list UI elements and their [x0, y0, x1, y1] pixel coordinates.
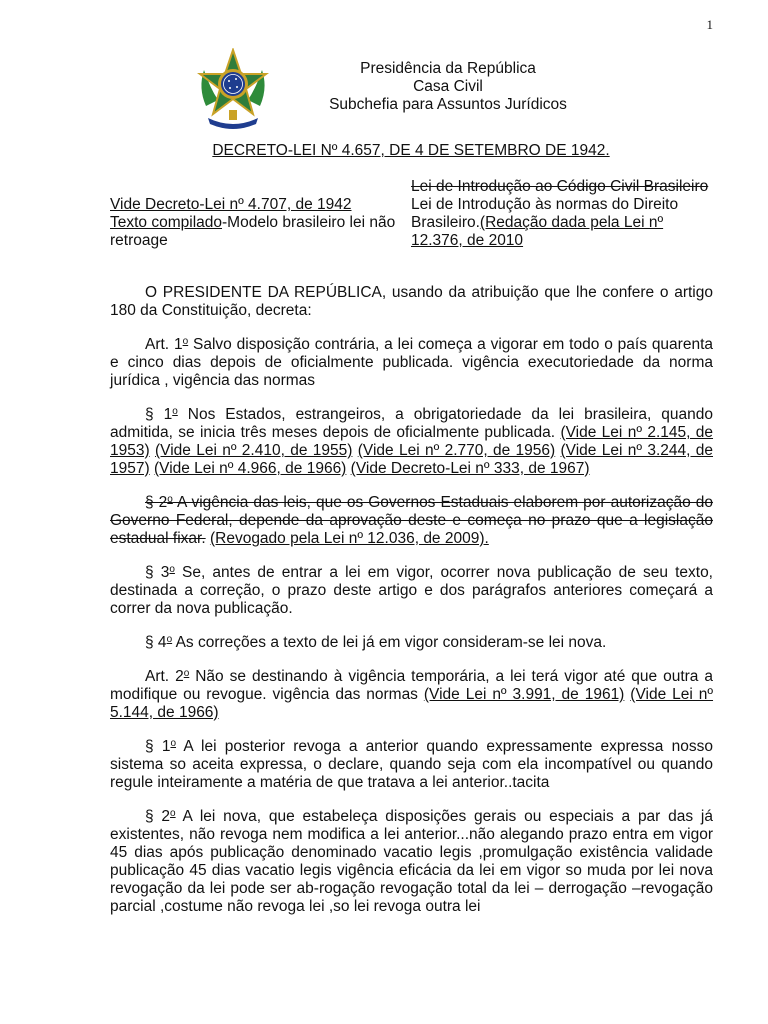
right-notes: [411, 178, 713, 250]
page-number: 1: [706, 17, 713, 32]
compiled-text-link[interactable]: Texto compilado: [110, 214, 223, 231]
vide-link[interactable]: (Vide Decreto-Lei nº 333, de 1967): [350, 460, 590, 477]
new-law-title: Lei de Introdução às normas do Direito Brasileiro.: [411, 196, 679, 231]
issuer-header: [300, 60, 596, 114]
vide-link[interactable]: (Vide Lei nº 2.770, de 1956): [357, 442, 556, 459]
vide-link[interactable]: (Vide Lei nº 3.244, de 1957): [110, 442, 713, 477]
article-1-paragraph-4: § 4$^o$ As correções a texto de lei já em vigor consideram-se lei nova.: [145, 634, 607, 651]
decree-title: DECRETO-LEI Nº 4.657, DE 4 DE SETEMBRO DE 1942.: [212, 142, 610, 159]
header-line-subchefia: Subchefia para Assuntos Jurídicos: [329, 96, 567, 113]
article-2-paragraph-1: § 1$^o$ A lei posterior revoga a anterior quando expressamente expressa nosso sistema so aceita expressa, o declare, quando seja com ela incompatível ou quando regule inteiramente a matéria de que tratava a lei anterior..tacita: [110, 738, 713, 791]
article-1-paragraph-2: § 2$^o$ A vigência das leis, que os Governos Estaduais elaborem por autorização do Governo Federal, depende da aprovação deste e começa no prazo que a legislação estadual fixar. (Revogado pela Lei nº 12.036, de 2009).: [110, 494, 713, 547]
left-notes: [110, 196, 400, 250]
vide-link[interactable]: (Vide Lei nº 2.145, de 1953): [110, 424, 714, 459]
article-1: Art. 1$^o$ Salvo disposição contrária, a lei começa a vigorar em todo o país quarenta e cinco dias depois de oficialmente publicada. vigência executoriedade da norma jurídica , vigência das normas: [110, 336, 714, 389]
vide-link[interactable]: (Vide Lei nº 4.966, de 1966): [153, 460, 347, 477]
vide-decree-link[interactable]: Vide Decreto-Lei nº 4.707, de 1942: [110, 196, 352, 213]
vide-link[interactable]: (Vide Lei nº 2.410, de 1955): [154, 442, 353, 459]
article-2: Art. 2$^o$ Não se destinando à vigência temporária, a lei terá vigor até que outra a modifique ou revogue. vigência das normas (Vide Lei nº 3.991, de 1961) (Vide Lei nº 5.144, de 1966): [110, 668, 714, 721]
redacao-link[interactable]: (Redação dada pela Lei nº 12.376, de 2010: [411, 214, 664, 249]
vide-link[interactable]: (Vide Lei nº 5.144, de 1966): [110, 686, 714, 721]
preamble: O PRESIDENTE DA REPÚBLICA, usando da atribuição que lhe confere o artigo 180 da Constituição, decreta:: [110, 284, 713, 319]
decree-body: [110, 284, 713, 926]
old-law-title: Lei de Introdução ao Código Civil Brasileiro: [411, 178, 709, 195]
article-1-paragraph-3: § 3$^o$ Se, antes de entrar a lei em vigor, ocorrer nova publicação de seu texto, destinada a correção, o prazo deste artigo e dos parágrafos anteriores começará a correr da nova publicação.: [110, 564, 713, 617]
article-1-paragraph-1: § 1$^o$ Nos Estados, estrangeiros, a obrigatoriedade da lei brasileira, quando admitida, se inicia três meses depois de oficialmente publicada. (Vide Lei nº 2.145, de 1953) (Vide Lei nº 2.410, de 1955) (Vide Lei nº 2.770, de 1956) (Vide Lei nº 3.244, de 1957) (Vide Lei nº 4.966, de 1966) (Vide Decreto-Lei nº 333, de 1967): [110, 406, 714, 477]
header-line-presidency: Presidência da República: [360, 60, 536, 77]
model-note: -Modelo brasileiro lei não retroage: [110, 214, 396, 249]
article-2-paragraph-2: § 2$^o$ A lei nova, que estabeleça disposições gerais ou especiais a par das já existentes, não revoga nem modifica a lei anterior...não alegando prazo entra em vigor 45 dias após publicação denominado vacatio legis ,promulgação existência validade publicação 45 dias vacatio legis vigência eficácia da lei em vigor so muda por lei nova revogação da lei pode ser ab-rogação revogação total da lei – derrogação –revogação parcial ,costume não revoga lei ,so lei revoga outra lei: [110, 808, 713, 915]
coat-of-arms-icon: [196, 48, 270, 130]
revoked-link[interactable]: (Revogado pela Lei nº 12.036, de 2009).: [209, 530, 489, 547]
header-line-casa-civil: Casa Civil: [413, 78, 483, 95]
vide-link[interactable]: (Vide Lei nº 3.991, de 1961): [423, 686, 625, 703]
